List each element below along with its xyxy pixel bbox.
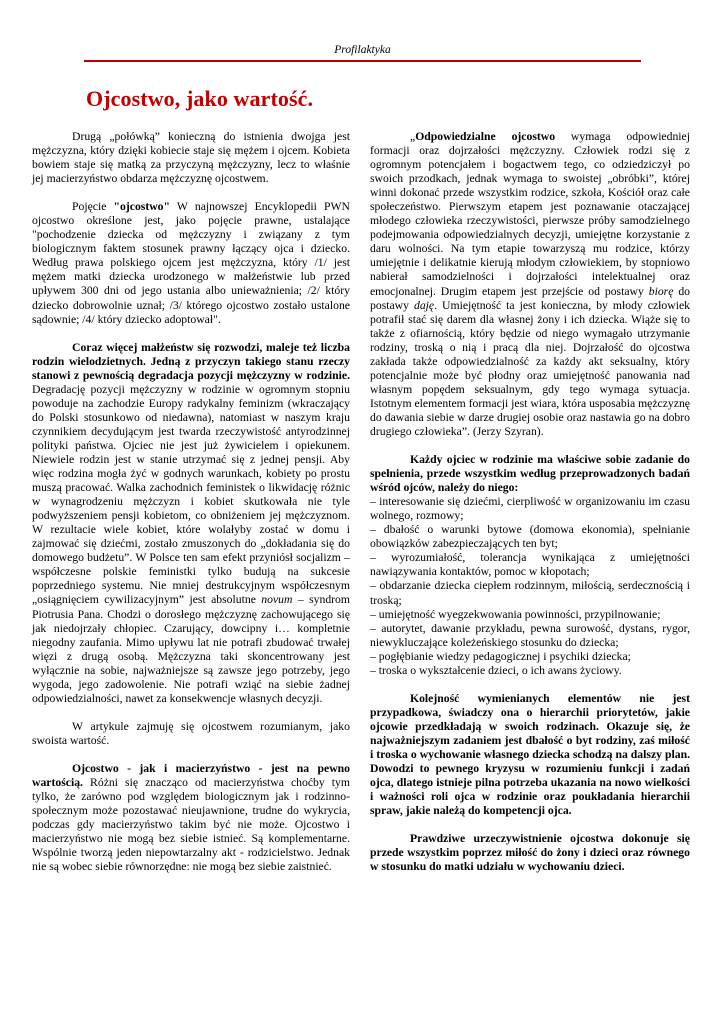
paragraph: Każdy ojciec w rodzinie ma właściwe sobie zadanie do spełnienia, przede wszystkim według przeprowadzonych badań wśród ojców, należy do niego: [370,453,690,495]
emphasis: Coraz więcej małżeństw się rozwodzi, maleje też liczba rodzin wielodzietnych. Jedną z przyczyn takiego stanu rzeczy stanowi z pewnością degradacja pozycji mężczyzny w rodzinie. [32,340,350,382]
text: – syndrom Piotrusia Pana. Chodzi o dorosłego mężczyznę zachowującego się jak niedojrzały chłopiec. Czarujący, dowcipny i… kompletnie niegodny zaufania. Mimo upływu lat nie potrafi zbudować trwałej więzi z drugą osobą. Mężczyzna taki skoncentrowany jest wyłącznie na sobie, najważniejsze są zawsze jego potrzeby, jego wygoda, jego zadowolenie. Nie potrafi wziąć na siebie żadnej odpowiedzialności, nawet za konsekwencje własnych decyzji. [32,593,350,705]
list-item: – interesowanie się dziećmi, cierpliwość w organizowaniu im czasu wolnego, rozmowy; [370,495,690,523]
paragraph: Drugą „połówką” konieczną do istnienia dwojga jest mężczyzna, który dzięki kobiecie staje się mężem i ojcem. Kobieta bowiem staje się matką za przyczyną mężczyzny, lecz to właśnie jej macierzyństwo obdarza mężczyznę ojcostwem. [32,130,350,186]
paragraph: Prawdziwe urzeczywistnienie ojcostwa dokonuje się przede wszystkim poprzez miłość do żony i dzieci oraz równego w stosunku do matki udziału w wychowaniu dzieci. [370,832,690,874]
list-item: – autorytet, dawanie przykładu, pewna surowość, dystans, rygor, niewykluczające koleżeńskiego stosunku do dziecka; [370,621,690,649]
term: "ojcostwo" [113,200,170,214]
text: wymaga odpowiedniej formacji oraz dojrzałości mężczyzny. Człowiek rodzi się z ogromnym potencjałem i bogactwem tego, co odziedziczył po swoich przodkach, jednak wymaga to swoistej „obróbki”, której winni dokonać przede wszystkim rodzice, szkoła, Kościół oraz całe społeczeństwo. Pierwszym etapem jest poznawanie otaczającej młodego człowieka rzeczywistości, pierwsze próby samodzielnego podejmowania odpowiedzialnych decyzji, umiejętne korzystanie z daru wolności. Na tym etapie towarzyszą mu rodzice, którzy umiejętnie i delikatnie kierują młodym człowiekiem, by stopniowo nabierał samodzielności i dojrzałości intelektualnej oraz emocjonalnej. Drugim etapem jest przejście od postawy [370,130,690,298]
left-column [32,130,350,874]
italic-term: biorę [648,284,674,298]
list-item: – dbałość o warunki bytowe (domowa ekonomia), spełnianie obowiązków zabezpieczających ten byt; [370,523,690,551]
header-rule [84,60,641,62]
text: „ [410,130,416,143]
text: . Umiejętność ta jest konieczna, by młody człowiek potrafił stać się darem dla własnej żony i ich dziecka. Wiąże się to także z ofiarnością, który będzie od niego wymagało utrzymanie rodziny, troską o nią i pracą dla niej. Dojrzałość do ojcostwa zakłada także odpowiedzialność za każdy akt seksualny, który potencjalnie może być płodny oraz umiejętność panowania nad własnym popędem seksualnym, gdy tego wymaga sytuacja. Istotnym elementem formacji jest wiara, która usposabia mężczyznę do dawania siebie w darze drugiej osobie oraz nastawia go na dobro drugiego człowieka”. (Jerzy Szyran). [370,298,690,438]
emphasis: Ojcostwo - jak i macierzyństwo - jest na pewno wartością. [32,761,350,789]
text: Degradację pozycji mężczyzny w rodzinie w ogromnym stopniu powoduje na zachodzie Europy radykalny feminizm (wkraczający do Polski stosunkowo od niedawna), natomiast w naszym kraju czynnikiem decydującym jest twarda rzeczywistość antyrodzinnej polityki państwa. Ojciec nie jest już żywicielem i opiekunem. Niewiele rodzin jest w stanie utrzymać się z jednej pensji. Aby więc rodzina mogła żyć w godnych warunkach, kobiety po prostu muszą pracować. Walka zachodnich feministek o likwidację różnic w wynagrodzeniu mężczyzn i kobiet skutkowała nie tyle podwyższeniem pensji kobietom, co obniżeniem jej mężczyznom. W rezultacie wiele kobiet, które wolałyby zostać w domu i zajmować się dziećmi, zostało zmuszonych do „dokładania się do domowego budżetu”. W Polsce ten sam efekt przyniósł socjalizm – współczesne polskie feministki tylko budują na sukcesie poprzedniego systemu. Nie mniej destrukcyjnym współczesnym „osiągnięciem cywilizacyjnym” jest absolutne [32,382,350,607]
text: W najnowszej Encyklopedii PWN ojcostwo określone jest, jako pojęcie prawne, ustalające "pochodzenie dziecka od mężczyzny i związany z tym biologicznym faktem stosunek prawny łączący ojca i dziecko. Według prawa polskiego ojcem jest mężczyzna, który /1/ jest mężem matki dziecka urodzonego w małżeństwie lub przed upływem 300 dni od jego ustania albo unieważnienia; /2/ który dziecko dobrowolnie uznał; /3/ którego ojcostwo zostało ustalone sądownie; /4/ który dziecko adoptował". [32,200,350,326]
list-item: – wyrozumiałość, tolerancja wynikająca z umiejętności nawiązywania kontaktów, pomoc w kłopotach; [370,551,690,579]
italic-term: daję [413,298,435,312]
page-title: Ojcostwo, jako wartość. [86,86,314,111]
italic-term: novum [261,593,293,607]
list-item: – obdarzanie dziecka ciepłem rodzinnym, miłością, serdecznością i troską; [370,579,690,607]
list-item: – pogłębianie wiedzy pedagogicznej i psychiki dziecka; [370,649,631,663]
running-header: Profilaktyka [334,44,391,56]
text: Pojęcie [72,200,114,214]
paragraph [370,130,690,439]
paragraph [32,762,350,874]
paragraph: Kolejność wymienianych elementów nie jest przypadkowa, świadczy ona o hierarchii priorytetów, jakie ojcowie przedkładają w swoich rodzinach. Okazuje się, że najważniejszym zadaniem jest dbałość o byt rodziny, zaś miłość i troska o wychowanie własnego dziecka schodzą na dalszy plan. Dowodzi to pewnego kryzysu w rozumieniu funkcji i zadań ojca, dlatego istnieje pilna potrzeba ukazania na nowo wielkości i ważności roli ojca w rodzinie oraz poukładania hierarchii spraw, jakie należą do kompetencji ojca. [370,691,690,818]
text: do postawy [370,284,690,312]
emphasis: Odpowiedzialne ojcostwo [415,130,556,143]
paragraph: W artykule zajmuję się ojcostwem rozumianym, jako swoista wartość. [32,719,350,747]
list-item: – umiejętność wyegzekwowania powinności, przypilnowanie; [370,607,661,621]
text: Różni się znacząco od macierzyństwa choćby tym tylko, że zarówno pod względem biologicznym jak i rodzinno-społecznym może pozostawać nieujawnione, trudne do wykrycia, podczas gdy macierzyństwo takim być nie może. Ojcostwo i macierzyństwo nie mogą bez siebie istnieć. Są komplementarne. Wspólnie tworzą jeden niepowtarzalny akt - rodzicielstwo. Jednak nie są wobec siebie równorzędne: nie mogą bez siebie zaistnieć. [32,775,350,874]
list-item: – troska o wykształcenie dzieci, o ich awans życiowy. [370,663,622,677]
paragraph [32,200,350,326]
right-column [370,130,690,874]
paragraph [32,341,350,706]
